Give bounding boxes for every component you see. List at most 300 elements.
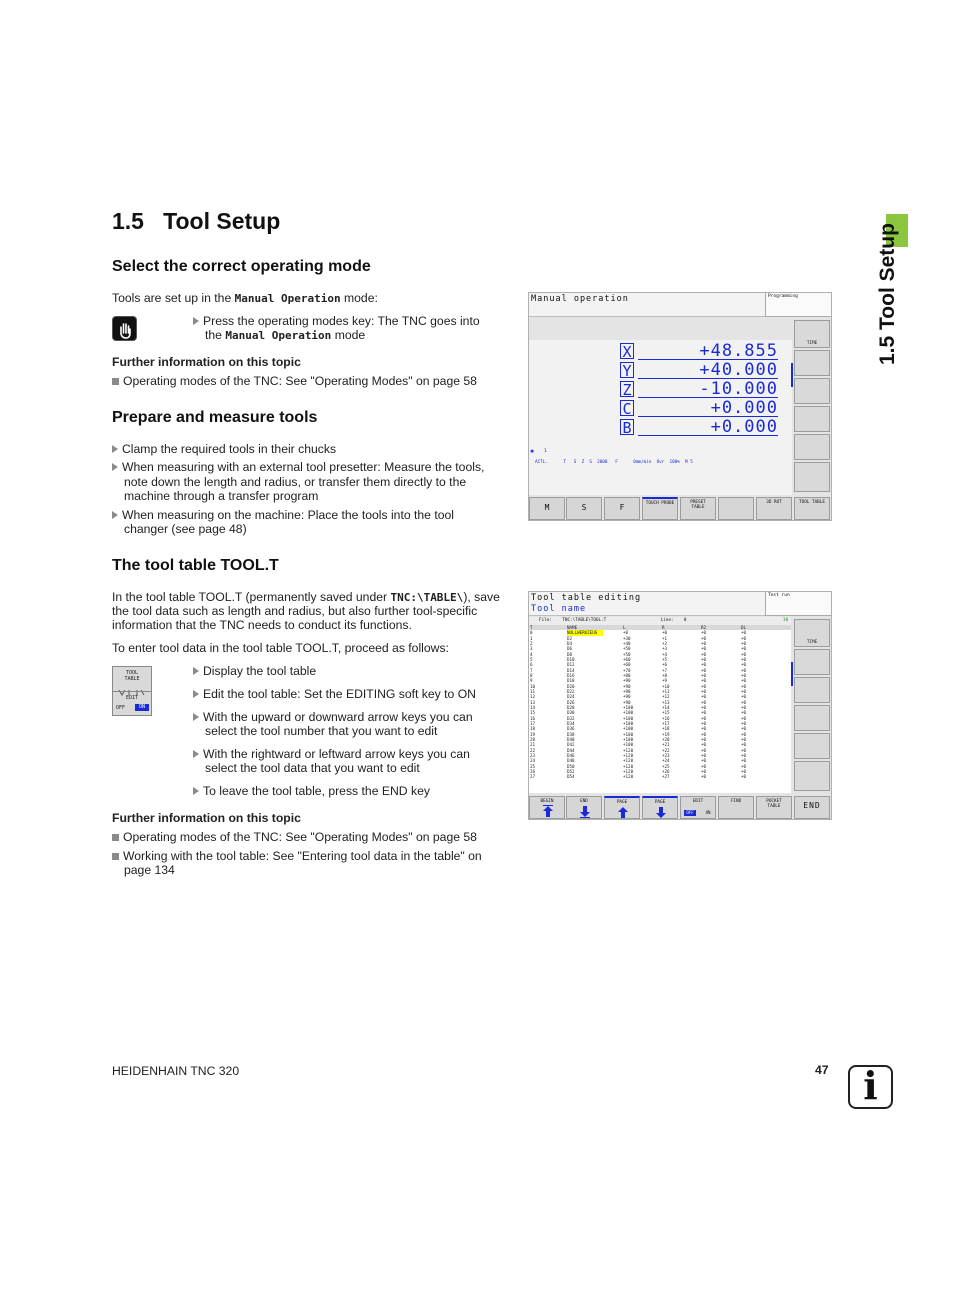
table-cell: +26	[662, 768, 670, 774]
col-header-r: R	[662, 625, 665, 630]
table-cell: +0	[701, 726, 707, 732]
screen1-status-marker-icon: ✱	[530, 449, 535, 455]
table-cell: +0	[623, 630, 629, 636]
table-cell: +0	[701, 742, 707, 748]
screen1-softkey-touch-probe[interactable]	[642, 497, 678, 520]
table-cell: D28	[567, 704, 575, 710]
table-cell: +90	[623, 683, 631, 689]
softkey-label-on: ON	[135, 704, 149, 711]
table-cell: 19	[530, 731, 536, 737]
table-cell: D20	[567, 683, 575, 689]
table-cell: +50	[623, 646, 631, 652]
table-cell: NULLWERKZEUG	[567, 630, 603, 635]
table-cell: +0	[701, 704, 707, 710]
table-cell: +0	[741, 774, 747, 780]
col-header-dl: DL	[741, 625, 747, 630]
softkey-label: 3D ROT	[766, 500, 782, 505]
table-cell: +0	[741, 752, 747, 758]
table-cell: +70	[623, 667, 631, 673]
table-cell: +30	[623, 635, 631, 641]
tool-table-para1-line3: information that the TNC needs to conduct its functions.	[112, 618, 412, 632]
table-cell: +10	[662, 683, 670, 689]
table-cell: +6	[662, 662, 668, 668]
table-cell: D54	[567, 774, 575, 780]
info-icon-letter: i	[863, 1063, 878, 1108]
screen1-vsk-3[interactable]	[794, 378, 830, 404]
col-header-name: NAME	[567, 625, 578, 630]
screen2-file-bar	[529, 617, 791, 625]
screen1-time-label: TIME	[806, 341, 818, 346]
further-info-heading-2: Further information on this topic	[112, 811, 301, 825]
softkey-label: END	[803, 801, 821, 810]
table-cell: +120	[623, 752, 634, 758]
softkey-label-edit: EDIT	[125, 695, 139, 701]
table-cell: +0	[701, 774, 707, 780]
screen2-softkey-end-7[interactable]	[794, 796, 830, 819]
table-cell: 0	[530, 630, 533, 636]
axis-row-z	[620, 381, 778, 397]
table-cell: +7	[662, 667, 668, 673]
table-cell: +27	[662, 774, 670, 780]
screen2-softkey-page-3[interactable]	[642, 796, 678, 819]
table-cell: 4	[530, 651, 533, 657]
axis-row-x	[620, 343, 778, 359]
table-cell: +21	[662, 742, 670, 748]
screen2-vsk-3[interactable]	[794, 677, 830, 703]
table-cell: +0	[701, 747, 707, 753]
table-cell: D10	[567, 656, 575, 662]
table-cell: D44	[567, 747, 575, 753]
screen1-softkey-3d-rot[interactable]	[756, 497, 792, 520]
table-cell: +0	[741, 758, 747, 764]
table-cell: +0	[741, 630, 747, 636]
table-cell: +0	[701, 678, 707, 684]
tool-table-para1-line2: the tool data such as length and radius, but also further tool-specific	[112, 604, 478, 618]
axis-value: +0.000	[638, 419, 778, 436]
axis-value: +48.855	[638, 343, 778, 360]
table-cell: D38	[567, 731, 575, 737]
edit-on-label: ON	[705, 810, 711, 815]
table-cell: D12	[567, 662, 575, 668]
table-cell: 27	[530, 774, 536, 780]
axis-row-b	[620, 419, 778, 435]
table-cell: +0	[741, 694, 747, 700]
table-cell: +90	[623, 688, 631, 694]
table-cell: +0	[701, 672, 707, 678]
table-cell: +120	[623, 763, 634, 769]
table-cell: 8	[530, 672, 533, 678]
further-info-item-2-line2: page 134	[124, 863, 175, 877]
table-cell: +100	[623, 742, 634, 748]
prepare-step-2: When measuring with an external tool presetter: Measure the tools,	[112, 460, 484, 475]
axis-row-c	[620, 400, 778, 416]
table-cell: +0	[701, 763, 707, 769]
table-cell: D8	[567, 651, 573, 657]
manual-operation-key-icon	[112, 316, 137, 341]
table-cell: +100	[623, 726, 634, 732]
further-info-heading-1: Further information on this topic	[112, 355, 301, 369]
softkey-label: END	[580, 799, 588, 804]
footer-product: HEIDENHAIN TNC 320	[112, 1064, 240, 1078]
table-cell: 20	[530, 736, 536, 742]
softkey-label: PRESET TABLE	[690, 500, 706, 510]
table-cell: +0	[741, 720, 747, 726]
table-cell: +3	[662, 646, 668, 652]
table-cell: +100	[623, 736, 634, 742]
table-cell: 15	[530, 710, 536, 716]
table-cell: +0	[701, 667, 707, 673]
table-cell: +0	[741, 731, 747, 737]
table-cell: +100	[623, 731, 634, 737]
table-cell: 16	[530, 715, 536, 721]
screen1-softkey-preset-table[interactable]	[680, 497, 716, 520]
table-cell: +40	[623, 640, 631, 646]
screen1-vsk-5[interactable]	[794, 434, 830, 460]
screen2-vsk-5[interactable]	[794, 733, 830, 759]
table-cell: +0	[741, 667, 747, 673]
select-mode-step: Press the operating modes key: The TNC goes into	[193, 314, 480, 329]
screen2-softkey-end-1[interactable]	[566, 796, 602, 819]
tool-table-step-4-line2: select the tool data that you want to edit	[205, 761, 420, 775]
section-title: 1.5 Tool Setup	[112, 208, 281, 234]
axis-letter: C	[620, 400, 634, 416]
screen2-title: Tool table editing	[531, 593, 642, 603]
screen1-vsk-6[interactable]	[794, 462, 830, 492]
table-cell: D50	[567, 763, 575, 769]
col-header-l: L	[623, 625, 626, 630]
table-cell: +0	[701, 752, 707, 758]
table-cell: +90	[623, 699, 631, 705]
screen1-scroll-indicator	[791, 363, 793, 387]
table-cell: D26	[567, 699, 575, 705]
softkey-label: TOUCH PROBE	[645, 501, 675, 506]
table-cell: 9	[530, 678, 533, 684]
table-cell: D4	[567, 640, 573, 646]
col-header-t: T	[530, 625, 533, 630]
table-cell: +0	[741, 704, 747, 710]
table-cell: +0	[701, 656, 707, 662]
axis-value: +40.000	[638, 362, 778, 379]
table-cell: 17	[530, 720, 536, 726]
screen2-mode-label: Test run	[768, 593, 790, 598]
screen1-status-line1: 1	[544, 449, 547, 454]
table-cell: D22	[567, 688, 575, 694]
table-cell: 7	[530, 667, 533, 673]
screen2-softkey-begin-0[interactable]	[529, 796, 565, 819]
screen1-vsk-2[interactable]	[794, 350, 830, 376]
screen1-softkey-blank[interactable]	[718, 497, 754, 520]
table-cell: +12	[662, 694, 670, 700]
table-cell: 3	[530, 646, 533, 652]
screen2-time-label: TIME	[806, 640, 818, 645]
softkey-label: POCKET TABLE	[766, 799, 782, 809]
arrow-down-icon	[655, 806, 667, 821]
table-cell: +5	[662, 656, 668, 662]
softkey-label-tool: TOOL	[125, 670, 139, 676]
table-cell: +0	[741, 742, 747, 748]
table-cell: +19	[662, 731, 670, 737]
screen2-vsk-2[interactable]	[794, 649, 830, 675]
table-cell: 12	[530, 694, 536, 700]
table-cell: D6	[567, 646, 573, 652]
table-cell: +0	[741, 736, 747, 742]
table-cell: +100	[623, 710, 634, 716]
prepare-step-3-line2: changer (see page 48)	[124, 522, 247, 536]
table-cell: +0	[701, 651, 707, 657]
screen2-file-right: 30	[783, 618, 789, 623]
screen2-file-line: File: TNC:\TABLE\TOOL.T Line: 0	[539, 618, 687, 623]
table-cell: +0	[741, 763, 747, 769]
table-cell: +25	[662, 763, 670, 769]
table-cell: 13	[530, 699, 536, 705]
edit-off-label: OFF	[684, 810, 696, 816]
table-cell: +13	[662, 699, 670, 705]
tool-table-step-3-line2: select the tool number that you want to edit	[205, 724, 438, 738]
table-cell: D46	[567, 752, 575, 758]
prepare-step-1: Clamp the required tools in their chucks	[112, 442, 336, 457]
softkey-label: EDIT	[692, 799, 704, 804]
screen2-softkey-page-2[interactable]	[604, 796, 640, 819]
screen2-vsk-4[interactable]	[794, 705, 830, 731]
axis-letter: Z	[620, 381, 634, 397]
table-cell: +0	[741, 656, 747, 662]
table-cell: +120	[623, 758, 634, 764]
table-cell: D18	[567, 678, 575, 684]
table-cell: +60	[623, 662, 631, 668]
table-cell: +0	[701, 736, 707, 742]
table-cell: +0	[741, 699, 747, 705]
table-cell: +0	[701, 699, 707, 705]
table-cell: +17	[662, 720, 670, 726]
screen2-softkey-pocket-table-6[interactable]	[756, 796, 792, 819]
table-cell: D34	[567, 720, 575, 726]
table-cell: +0	[701, 694, 707, 700]
softkey-label-off: OFF	[116, 705, 126, 711]
screen1-title-bar	[529, 293, 765, 317]
axis-row-y	[620, 362, 778, 378]
table-cell: 25	[530, 763, 536, 769]
tool-table-step-4: With the rightward or leftward arrow keys you can	[193, 747, 470, 762]
arrow-down-icon	[579, 805, 591, 820]
prepare-step-3: When measuring on the machine: Place the tools into the tool	[112, 508, 454, 523]
prepare-step-2-line3: machine through a transfer program	[124, 489, 319, 503]
table-cell: +0	[701, 683, 707, 689]
table-cell: +4	[662, 651, 668, 657]
heading-tool-table: The tool table TOOL.T	[112, 557, 279, 574]
arrow-up-icon	[542, 805, 554, 820]
table-cell: +0	[701, 720, 707, 726]
prepare-step-2-line2: note down the length and radius, or transfer them directly to the	[124, 475, 467, 489]
table-cell: 5	[530, 656, 533, 662]
screen1-vsk-time[interactable]	[794, 320, 830, 348]
table-cell: +2	[662, 640, 668, 646]
table-cell: +16	[662, 715, 670, 721]
table-cell: 24	[530, 758, 536, 764]
table-cell: +9	[662, 678, 668, 684]
table-cell: +0	[741, 715, 747, 721]
softkey-label: BEGIN	[540, 799, 554, 804]
softkey-label: M	[544, 503, 550, 512]
screen1-program-area	[529, 318, 792, 340]
axis-letter: Y	[620, 362, 634, 378]
arrow-up-icon	[617, 806, 629, 821]
col-header-r2: R2	[701, 625, 707, 630]
table-cell: 6	[530, 662, 533, 668]
table-cell: D14	[567, 667, 575, 673]
tool-table-para1: In the tool table TOOL.T (permanently saved under TNC:\TABLE\), save	[112, 590, 500, 604]
table-cell: 11	[530, 688, 536, 694]
table-cell: +20	[662, 736, 670, 742]
table-cell: +0	[701, 715, 707, 721]
screen2-softkey-find-5[interactable]	[718, 796, 754, 819]
table-cell: +0	[741, 688, 747, 694]
table-cell: +100	[623, 720, 634, 726]
screen2-vsk-time[interactable]	[794, 619, 830, 647]
table-cell: +15	[662, 710, 670, 716]
table-cell: +24	[662, 758, 670, 764]
screen2-subtitle: Tool name	[531, 604, 587, 614]
heading-select-mode: Select the correct operating mode	[112, 258, 371, 275]
heading-prepare-tools: Prepare and measure tools	[112, 409, 318, 426]
table-cell: +0	[701, 635, 707, 641]
table-cell: D36	[567, 726, 575, 732]
table-cell: D42	[567, 742, 575, 748]
table-cell: +0	[701, 688, 707, 694]
axis-value: +0.000	[638, 400, 778, 417]
select-mode-intro: Tools are set up in the Manual Operation mode:	[112, 291, 378, 305]
table-cell: +0	[741, 635, 747, 641]
screen1-mode-label: Programming	[768, 294, 798, 299]
screen1-softkey-s[interactable]	[566, 497, 602, 520]
tool-table	[529, 625, 791, 793]
axis-letter: X	[620, 343, 634, 359]
table-cell: +11	[662, 688, 670, 694]
tool-table-step-5: To leave the tool table, press the END key	[193, 784, 430, 799]
table-cell: +0	[741, 747, 747, 753]
tool-table-step-3: With the upward or downward arrow keys you can	[193, 710, 473, 725]
softkey-label: TOOL TABLE	[799, 500, 825, 505]
table-cell: +0	[701, 662, 707, 668]
table-cell: D2	[567, 635, 573, 641]
softkey-label: F	[619, 503, 625, 512]
table-cell: +0	[701, 758, 707, 764]
softkey-label: PAGE	[616, 800, 628, 805]
screen2-softkey-edit-4[interactable]	[680, 796, 716, 819]
table-cell: 14	[530, 704, 536, 710]
screen1-title: Manual operation	[531, 294, 629, 304]
table-cell: +80	[623, 672, 631, 678]
table-cell: +90	[623, 694, 631, 700]
table-cell: 23	[530, 752, 536, 758]
tool-table-para2: To enter tool data in the tool table TOOL.T, proceed as follows:	[112, 641, 449, 655]
screen1-status-line2: ACTL. T S Z S 2000 F 0mm/min Ovr 100% M 5	[535, 460, 693, 465]
table-cell: D16	[567, 672, 575, 678]
table-cell: D48	[567, 758, 575, 764]
table-cell: +0	[701, 768, 707, 774]
table-cell: 2	[530, 640, 533, 646]
further-info-item: Operating modes of the TNC: See "Operating Modes" on page 58	[112, 374, 477, 389]
table-cell: +0	[741, 710, 747, 716]
table-cell: 18	[530, 726, 536, 732]
info-icon	[848, 1065, 893, 1109]
table-cell: +0	[741, 646, 747, 652]
table-cell: +1	[662, 635, 668, 641]
table-cell: +0	[741, 651, 747, 657]
table-cell: +0	[701, 630, 707, 636]
screen1-vsk-4[interactable]	[794, 406, 830, 432]
screen1-softkey-f[interactable]	[604, 497, 640, 520]
tool-table-step-1: Display the tool table	[193, 664, 316, 679]
page-number: 47	[815, 1063, 829, 1077]
table-cell: +120	[623, 774, 634, 780]
table-cell: +100	[623, 715, 634, 721]
softkey-label: PAGE	[654, 800, 666, 805]
table-row[interactable]	[529, 774, 791, 779]
table-cell: +0	[701, 640, 707, 646]
table-cell: D30	[567, 710, 575, 716]
table-cell: +8	[662, 672, 668, 678]
table-cell: +90	[623, 678, 631, 684]
select-mode-step-cont: the Manual Operation mode	[205, 328, 366, 342]
softkey-label: FIND	[730, 799, 742, 804]
screen2-mode-box	[765, 592, 831, 616]
softkey-label-table: TABLE	[124, 676, 140, 682]
table-cell: +0	[701, 710, 707, 716]
table-cell: 10	[530, 683, 536, 689]
table-cell: +120	[623, 768, 634, 774]
axis-value: -10.000	[638, 381, 778, 398]
table-cell: +0	[701, 731, 707, 737]
table-cell: D40	[567, 736, 575, 742]
tool-table-softkey-icon	[112, 666, 152, 716]
further-info-item-1: Operating modes of the TNC: See "Operating Modes" on page 58	[112, 830, 477, 845]
table-cell: +18	[662, 726, 670, 732]
screen1-softkey-m[interactable]	[529, 497, 565, 520]
table-cell: D52	[567, 768, 575, 774]
table-cell: +50	[623, 651, 631, 657]
screen2-scroll-indicator	[791, 662, 793, 686]
table-cell: D24	[567, 694, 575, 700]
axis-letter: B	[620, 419, 634, 435]
table-cell: +100	[623, 704, 634, 710]
table-cell: +60	[623, 656, 631, 662]
table-cell: +22	[662, 747, 670, 753]
table-cell: D32	[567, 715, 575, 721]
screen2-vsk-6[interactable]	[794, 761, 830, 791]
screen1-softkey-tool-table[interactable]	[794, 497, 830, 520]
table-cell: +0	[701, 646, 707, 652]
table-cell: +23	[662, 752, 670, 758]
screen1-mode-box	[765, 293, 831, 317]
table-cell: 26	[530, 768, 536, 774]
further-info-item-2: Working with the tool table: See "Entering tool data in the table" on	[112, 849, 482, 864]
table-cell: +14	[662, 704, 670, 710]
softkey-label: S	[581, 503, 587, 512]
table-cell: +0	[741, 640, 747, 646]
table-cell: +0	[741, 683, 747, 689]
table-cell: +0	[741, 678, 747, 684]
table-cell: +0	[741, 672, 747, 678]
table-cell: +120	[623, 747, 634, 753]
tool-table-step-2: Edit the tool table: Set the EDITING soft key to ON	[193, 687, 476, 702]
table-cell: 1	[530, 635, 533, 641]
tool-glyph-icon	[117, 683, 147, 689]
screen2-title-bar	[529, 592, 765, 616]
table-cell: 21	[530, 742, 536, 748]
table-cell: +0	[741, 726, 747, 732]
table-cell: 22	[530, 747, 536, 753]
table-cell: +0	[741, 768, 747, 774]
